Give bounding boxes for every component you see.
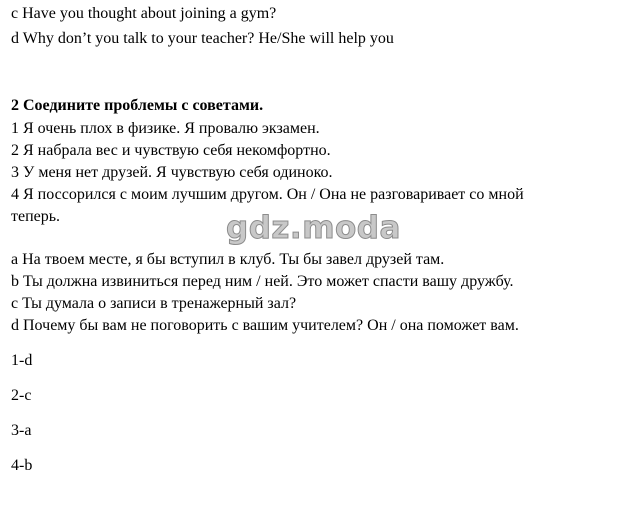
advice-d: d Почему бы вам не поговорить с вашим учителем? Он / она поможет вам. [11,317,519,334]
option-d-english: d Why don’t you talk to your teacher? He/She will help you [11,30,394,47]
watermark-logo: gdz.moda [226,210,401,246]
problem-1: 1 Я очень плох в физике. Я провалю экзамен. [11,120,320,137]
answer-3: 3-a [11,422,32,439]
problem-4-continuation: теперь. [11,208,61,225]
problem-4: 4 Я поссорился с моим лучшим другом. Он / Она не разговаривает со мной [11,186,524,203]
advice-a: a На твоем месте, я бы вступил в клуб. Ты бы завел друзей там. [11,251,445,268]
advice-c: c Ты думала о записи в тренажерный зал? [11,295,297,312]
problem-2: 2 Я набрала вес и чувствую себя некомфортно. [11,142,331,159]
exercise-heading: 2 Соедините проблемы с советами. [11,97,264,114]
answer-1: 1-d [11,352,33,369]
answer-4: 4-b [11,457,33,474]
answer-2: 2-c [11,387,32,404]
problem-3: 3 У меня нет друзей. Я чувствую себя одиноко. [11,164,333,181]
advice-b: b Ты должна извиниться перед ним / ней. Это может спасти вашу дружбу. [11,273,514,290]
option-c-english: c Have you thought about joining a gym? [11,5,277,22]
